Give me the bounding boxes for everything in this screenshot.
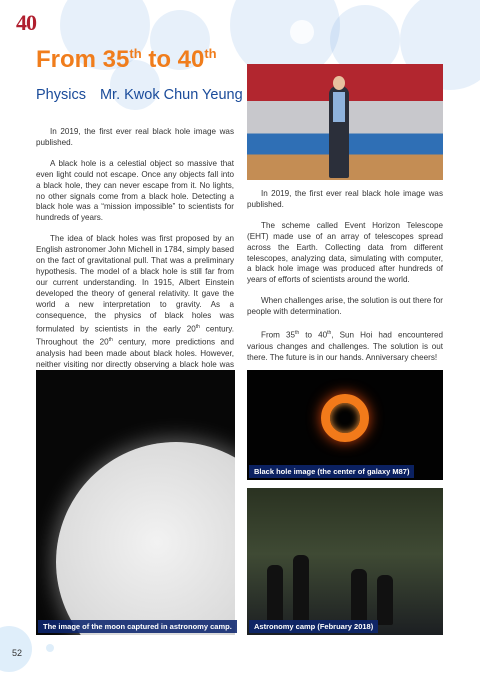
paragraph: In 2019, the first ever real black hole image was published. [247,189,443,209]
teacher-photo [247,64,443,180]
black-hole-photo [247,370,443,480]
paragraph: The idea of black holes was first proposed by an English astronomer John Michell in 1784, simply based on the fact of gravitational pull. That was a preliminary hypothesis. The model of a black hole is still far from our current understanding. In 1915, Albert Einstein developed the theory of general relativity. It gave the world a new interpretation to gravity. As a consequence, the physics of black holes was formulated by scientists in the early 20th century. Throughout the 20th century, more predictions and analysis had been made about black holes. However, neither visiting nor directly observing a black hole was [36,234,234,369]
author-name: Mr. Kwok Chun Yeung [99,87,243,103]
left-text-column [36,127,234,391]
paragraph: In 2019, the first ever real black hole image was published. [36,127,234,147]
logo-number: 40 [16,10,36,35]
paragraph: The scheme called Event Horizon Telescope (EHT) made use of an array of telescopes spread across the Earth. Collecting data from different telescopes, analyzing data, simulating with computer, a black hole image was produced after hundreds of years of efforts of scientists around the world. [247,220,443,285]
paragraph: When challenges arise, the solution is out there for people with determination. [247,296,443,317]
paragraph: A black hole is a celestial object so massive that even light could not escape. Once any objects fall into a black hole, they can never escape from it. No lights, no other signals come from a black hole. Detecting a black hole was a “mission impossible” to scientists for hundreds of years. [36,158,234,223]
moon-photo-caption: The image of the moon captured in astronomy camp. [38,620,237,633]
page-title: From 35th to 40th [36,46,217,73]
paragraph: From 35th to 40th, Sun Hoi had encountered various changes and challenges. The solution is out there. The future is in our hands. Anniversary cheers! [247,330,443,362]
article-subhead [36,87,243,103]
right-text-column [247,189,443,373]
astronomy-camp-photo-caption: Astronomy camp (February 2018) [249,620,378,633]
moon-photo [36,370,235,635]
black-hole-photo-caption: Black hole image (the center of galaxy M87) [249,465,414,478]
decorative-bubble [46,644,54,652]
subject-label: Physics [36,87,86,103]
anniversary-logo [16,10,56,44]
page-number: 52 [12,648,23,658]
astronomy-camp-photo [247,488,443,635]
